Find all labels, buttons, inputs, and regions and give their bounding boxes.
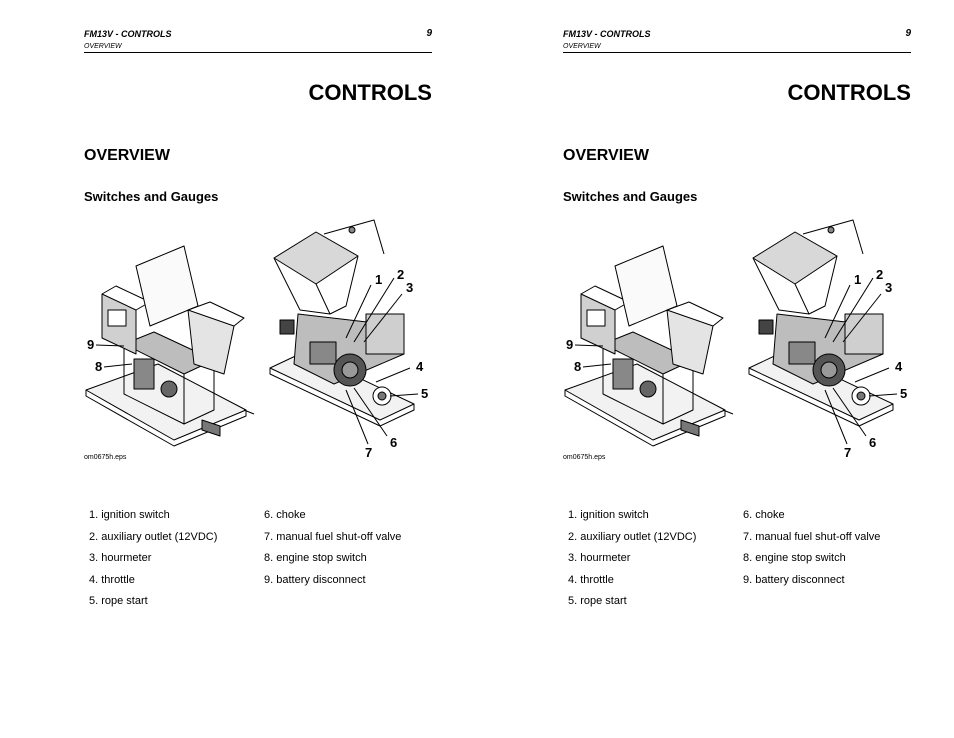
running-header-section: OVERVIEW [84, 43, 122, 50]
header-rule [84, 52, 432, 53]
callout-6: 6 [390, 435, 398, 450]
callout-2: 2 [397, 267, 405, 282]
callout-5: 5 [900, 386, 908, 401]
legend-item: 5. rope start [568, 595, 627, 608]
legend-item: 2. auxiliary outlet (12VDC) [568, 530, 697, 543]
machine-drawing [84, 214, 432, 470]
legend-item: 9. battery disconnect [743, 573, 845, 586]
running-header-title: FM13V - CONTROLS [563, 29, 651, 39]
legend-item: 4. throttle [89, 573, 135, 586]
legend-item: 3. hourmeter [568, 552, 631, 565]
callout-9: 9 [566, 337, 574, 352]
figure-file-label: om0675h.eps [84, 454, 127, 461]
legend-item: 8. engine stop switch [743, 552, 846, 565]
callout-2: 2 [876, 267, 884, 282]
section-heading: OVERVIEW [84, 147, 170, 164]
legend-item: 2. auxiliary outlet (12VDC) [89, 530, 218, 543]
callout-6: 6 [869, 435, 877, 450]
page-left [84, 0, 432, 738]
callout-4: 4 [895, 359, 903, 374]
legend-item: 7. manual fuel shut-off valve [264, 530, 402, 543]
legend-item: 8. engine stop switch [264, 552, 367, 565]
machine-drawing [563, 214, 911, 470]
callout-3: 3 [885, 280, 893, 295]
callout-1: 1 [375, 272, 383, 287]
callout-5: 5 [421, 386, 429, 401]
callout-7: 7 [844, 445, 852, 460]
callout-7: 7 [365, 445, 373, 460]
page-right [563, 0, 911, 738]
legend-item: 1. ignition switch [568, 509, 649, 521]
figure-file-label: om0675h.eps [563, 454, 606, 461]
callout-3: 3 [406, 280, 414, 295]
legend-item: 9. battery disconnect [264, 573, 366, 586]
callout-4: 4 [416, 359, 424, 374]
page-title: CONTROLS [308, 80, 432, 105]
legend-column-2 [264, 506, 401, 592]
legend-item: 6. choke [743, 509, 785, 521]
header-rule [563, 52, 911, 53]
legend-item: 4. throttle [568, 573, 614, 586]
section-heading: OVERVIEW [563, 147, 649, 164]
running-header-section: OVERVIEW [563, 43, 601, 50]
legend-item: 3. hourmeter [89, 552, 152, 565]
page-number: 9 [426, 28, 432, 39]
callout-1: 1 [854, 272, 862, 287]
callout-8: 8 [574, 359, 582, 374]
machine-illustration [563, 214, 911, 470]
legend-item: 7. manual fuel shut-off valve [743, 530, 881, 543]
callout-8: 8 [95, 359, 103, 374]
machine-illustration [84, 214, 432, 470]
legend-column-2 [743, 506, 880, 592]
callout-9: 9 [87, 337, 95, 352]
subsection-heading: Switches and Gauges [84, 189, 219, 204]
legend-item: 1. ignition switch [89, 509, 170, 521]
running-header-title: FM13V - CONTROLS [84, 29, 172, 39]
subsection-heading: Switches and Gauges [563, 189, 698, 204]
page-title: CONTROLS [787, 80, 911, 105]
legend-column-1 [568, 506, 696, 614]
legend-column-1 [89, 506, 217, 614]
legend-item: 5. rope start [89, 595, 148, 608]
legend-item: 6. choke [264, 509, 306, 521]
page-number: 9 [905, 28, 911, 39]
